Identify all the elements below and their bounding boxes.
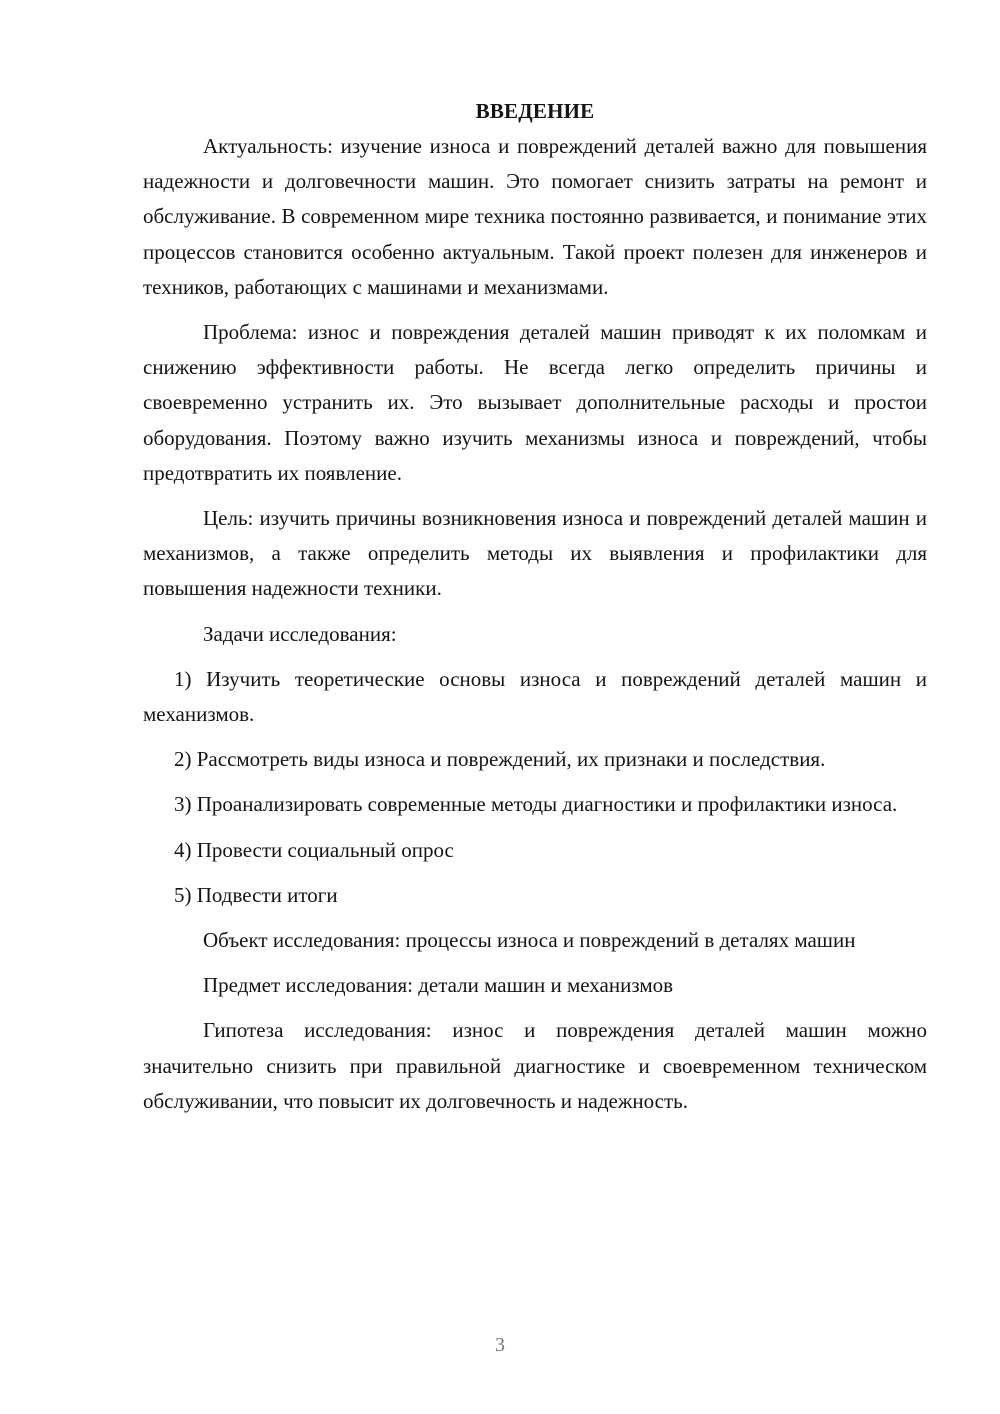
task-item-4: 4) Провести социальный опрос (174, 837, 454, 862)
paragraph-goal: Цель: изучить причины возникновения износа и повреждений деталей машин и механизмов, а также определить методы их выявления и профилактики для повышения надежности техники. (143, 506, 927, 601)
document-page (143, 96, 927, 1129)
task-item-1: 1) Изучить теоретические основы износа и повреждений деталей машин и механизмов. (143, 666, 927, 727)
task-item-2: 2) Рассмотреть виды износа и повреждений, их признаки и последствия. (174, 747, 826, 772)
paragraph-tasks-heading: Задачи исследования: (203, 621, 397, 646)
paragraph-subject: Предмет исследования: детали машин и механизмов (203, 973, 674, 998)
section-heading: ВВЕДЕНИЕ (475, 99, 595, 123)
paragraph-problem: Проблема: износ и повреждения деталей машин приводят к их поломкам и снижению эффективности работы. Не всегда легко определить причины и своевременно устранить их. Это вызывает дополнительные расходы и простои оборудования. Поэтому важно изучить механизмы износа и повреждений, чтобы предотвратить их появление. (143, 320, 927, 485)
task-item-3: 3) Проанализировать современные методы диагностики и профилактики износа. (174, 792, 898, 817)
page-number: 3 (495, 1334, 505, 1356)
paragraph-hypothesis: Гипотеза исследования: износ и повреждения деталей машин можно значительно снизить при правильной диагностике и своевременном техническом обслуживании, что повысит их долговечность и надежность. (143, 1018, 927, 1113)
task-item-5: 5) Подвести итоги (174, 882, 338, 907)
paragraph-relevance: Актуальность: изучение износа и повреждений деталей важно для повышения надежности и долговечности машин. Это помогает снизить затраты на ремонт и обслуживание. В современном мире техника постоянно развивается, и понимание этих процессов становится особенно актуальным. Такой проект полезен для инженеров и техников, работающих с машинами и механизмами. (143, 134, 927, 299)
paragraph-object: Объект исследования: процессы износа и повреждений в деталях машин (203, 928, 856, 953)
